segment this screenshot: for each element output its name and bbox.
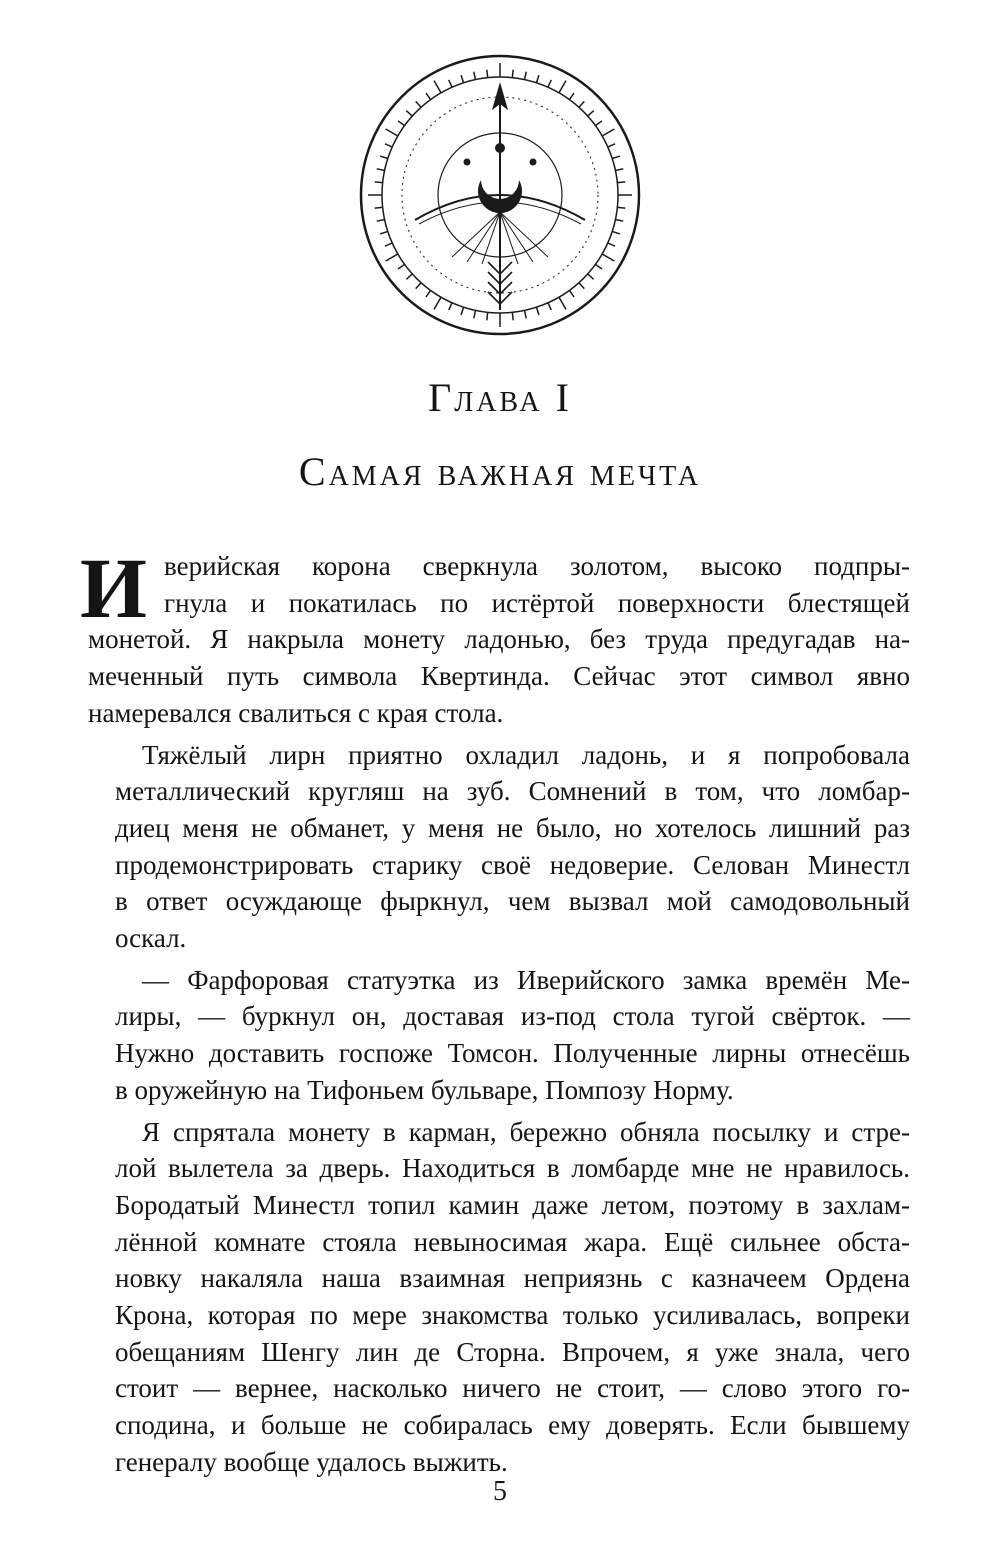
paragraph: [88, 962, 910, 1109]
drop-cap: И: [80, 540, 147, 636]
paragraph: [88, 1114, 910, 1481]
text-line: продемонстрировать старику своё недоверие. Селован Минестл: [115, 849, 910, 880]
text-line: намеревался свалиться с края стола.: [88, 697, 504, 728]
text-line: — Фарфоровая статуэтка из Иверийского замка времён Ме-: [142, 964, 910, 995]
text-line: лённой комнате стояла невыносимая жара. Ещё сильнее обста-: [115, 1226, 910, 1257]
text-line: Бородатый Минестл топил камин даже летом, поэтому в захлам-: [115, 1189, 910, 1220]
paragraph: [88, 737, 910, 957]
text-line: меченный путь символа Квертинда. Сейчас этот символ явно: [88, 661, 910, 692]
chapter-label: Глава I: [428, 375, 572, 420]
text-line: Тяжёлый лирн приятно охладил ладонь, и я попробовала: [142, 739, 910, 770]
chapter-body: [80, 540, 910, 1486]
text-line: лой вылетела за дверь. Находиться в ломбарде мне не нравилось.: [115, 1153, 910, 1184]
text-line: генералу вообще удалось выжить.: [115, 1446, 508, 1477]
text-line: Нужно доставить госпоже Томсон. Полученные лирны отнесёшь: [115, 1038, 910, 1069]
page-number: 5: [493, 1476, 507, 1507]
text-line: диец меня не обманет, у меня не было, но хотелось лишний раз: [115, 812, 910, 843]
text-line: обещаниям Шенгу лин де Сторна. Впрочем, я уже знала, чего: [115, 1336, 910, 1367]
text-line: новку накаляла наша взаимная неприязнь с казначеем Ордена: [115, 1263, 910, 1294]
text-line: оскал.: [115, 923, 187, 954]
chapter-title: Самая важная мечта: [298, 449, 702, 494]
text-line: гнула и покатилась по истёртой поверхности блестящей: [164, 587, 910, 618]
text-line: верийская корона сверкнула золотом, высоко подпры-: [164, 551, 910, 581]
text-line: металлический кругляш на зуб. Сомнений в том, что ломбар-: [115, 776, 910, 807]
text-line: сподина, и больше не собиралась ему доверять. Если бывшему: [115, 1410, 910, 1441]
chapter-emblem: [357, 52, 643, 338]
text-line: Крона, которая по мере знакомства только усиливалась, вопреки: [115, 1300, 910, 1331]
text-line: в ответ осуждающе фыркнул, чем вызвал мой самодовольный: [115, 886, 910, 917]
text-line: Я спрятала монету в карман, бережно обняла посылку и стре-: [142, 1116, 910, 1147]
paragraph: [88, 548, 910, 732]
text-line: лиры, — буркнул он, доставая из-под стола тугой свёрток. —: [115, 1001, 910, 1032]
text-line: монетой. Я накрыла монету ладонью, без труда предугадав на-: [88, 624, 910, 655]
text-line: стоит — вернее, насколько ничего не стоит, — слово этого го-: [115, 1373, 910, 1404]
compass-moon-arrow-icon: [357, 52, 643, 338]
text-line: в оружейную на Тифоньем бульваре, Помпозу Норму.: [115, 1074, 734, 1105]
